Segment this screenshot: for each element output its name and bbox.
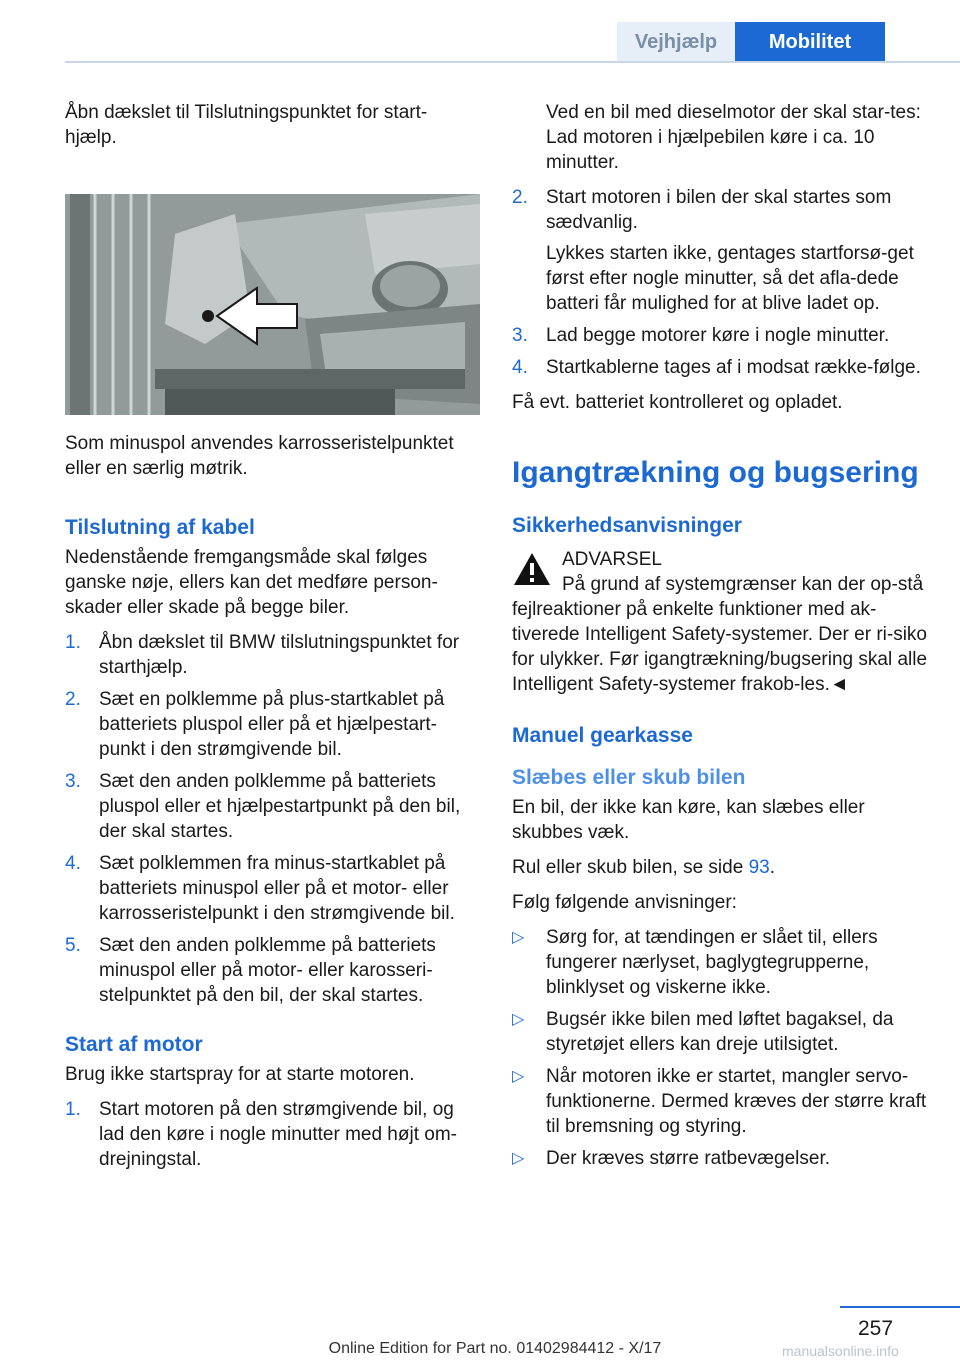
list-item: 1. Åbn dækslet til BMW tilslutningspunktet for starthjælp.: [65, 632, 460, 678]
follow-text: Følg følgende anvisninger:: [512, 892, 737, 913]
tow-bullets: [512, 925, 932, 1171]
warning-block: [512, 547, 932, 697]
header-divider: [65, 61, 960, 63]
tilslutning-steps: [65, 630, 483, 1008]
start-steps-continued: [512, 185, 932, 380]
diesel-note: Ved en bil med dieselmotor der skal star-tes: Lad motoren i hjælpebilen køre i ca. 10 minutter.: [546, 102, 921, 173]
bullet-triangle-icon: ▷: [512, 1150, 525, 1167]
bullet-triangle-icon: ▷: [512, 1068, 525, 1085]
tow-text: En bil, der ikke kan køre, kan slæbes eller skubbes væk.: [512, 797, 865, 843]
reference-text: Rul eller skub bilen, se side 93.: [512, 857, 775, 878]
warning-label: ADVARSEL: [562, 549, 662, 570]
warning-icon: [512, 551, 552, 587]
heading-tilslutning: Tilslutning af kabel: [65, 516, 255, 539]
page-number: 257: [858, 1317, 894, 1340]
figure-caption: Som minuspol anvendes karrosseristelpunktet eller en særlig møtrik.: [65, 433, 454, 479]
watermark: manualsonline.info: [782, 1343, 899, 1359]
list-item: 3. Sæt den anden polklemme på batteriets pluspol eller et hjælpestartpunkt på den bil, der skal startes.: [65, 771, 461, 842]
engine-bay-photo: [65, 194, 480, 415]
heading-slaebes: Slæbes eller skub bilen: [512, 766, 746, 789]
heading-sikkerhed: Sikkerhedsanvisninger: [512, 514, 742, 537]
battery-check-note: Få evt. batteriet kontrolleret og opladet.: [512, 392, 843, 413]
tab-vejhjaelp[interactable]: Vejhjælp: [617, 22, 735, 62]
heading-manuel-gearkasse: Manuel gearkasse: [512, 724, 693, 747]
list-item: 5. Sæt den anden polklemme på batteriets minuspol eller på motor- eller karosseri-stelpunktet på den bil, der skal startes.: [65, 935, 436, 1006]
list-item: 4. Startkablerne tages af i modsat række-følge.: [512, 357, 921, 378]
bullet-triangle-icon: ▷: [512, 929, 525, 946]
page-reference-link[interactable]: 93: [748, 857, 770, 878]
list-item: 3. Lad begge motorer køre i nogle minutter.: [512, 325, 890, 346]
list-item: ▷ Sørg for, at tændingen er slået til, ellers fungerer nærlyset, baglygtegrupperne, blinklyset og viskerne ikke.: [512, 927, 878, 998]
tilslutning-intro: Nedenstående fremgangsmåde skal følges ganske nøje, ellers kan det medføre person-skader eller skade på begge biler.: [65, 547, 438, 618]
bullet-triangle-icon: ▷: [512, 1011, 525, 1028]
list-item: 4. Sæt polklemmen fra minus-startkablet på batteriets minuspol eller på et motor- eller karrosseristelpunkt i den strømgivende bil.: [65, 853, 455, 924]
top-navigation: [0, 0, 960, 62]
warning-text: På grund af systemgrænser kan der op-stå fejlreaktioner på enkelte funktioner med ak-tiverede Intelligent Safety-systemer. Der er ri-siko for ulykker. Før igangtrækning/bugsering skal alle Intelligent Safety-systemer frakob-les.◄: [512, 574, 928, 695]
footer-rule: [840, 1306, 960, 1308]
list-item: ▷ Når motoren ikke er startet, mangler servo-funktionerne. Dermed kræves der større kraft til bremsning og styring.: [512, 1066, 927, 1137]
edition-footer: Online Edition for Part no. 01402984412 - X/17: [328, 1340, 662, 1357]
right-column: [512, 100, 932, 1181]
list-item: 1. Start motoren på den strømgivende bil, og lad den køre i nogle minutter med højt om-drejningstal.: [65, 1099, 457, 1170]
list-item: 2. Sæt en polklemme på plus-startkablet på batteriets pluspol eller på et hjælpestart-punkt i den strømgivende bil.: [65, 689, 445, 760]
intro-text: Åbn dækslet til Tilslutningspunktet for start- hjælp.: [65, 102, 428, 148]
tab-mobilitet[interactable]: Mobilitet: [735, 22, 885, 62]
list-item: ▷ Bugsér ikke bilen med løftet bagaksel, da styretøjet ellers kan dreje utilsigtet.: [512, 1009, 894, 1055]
list-item: 2. Start motoren i bilen der skal startes som sædvanlig. Lykkes starten ikke, gentages startforsø-get først efter nogle minutter, så det afla-dede batteri får mulighed for at blive ladet op.: [512, 187, 914, 314]
start-af-motor-intro: Brug ikke startspray for at starte motoren.: [65, 1064, 415, 1085]
left-column: [65, 100, 483, 1182]
start-steps: [65, 1097, 483, 1172]
heading-start-af-motor: Start af motor: [65, 1033, 203, 1056]
list-item: ▷ Der kræves større ratbevægelser.: [512, 1148, 831, 1169]
heading-igangtraekning: Igangtrækning og bugsering: [512, 456, 919, 489]
